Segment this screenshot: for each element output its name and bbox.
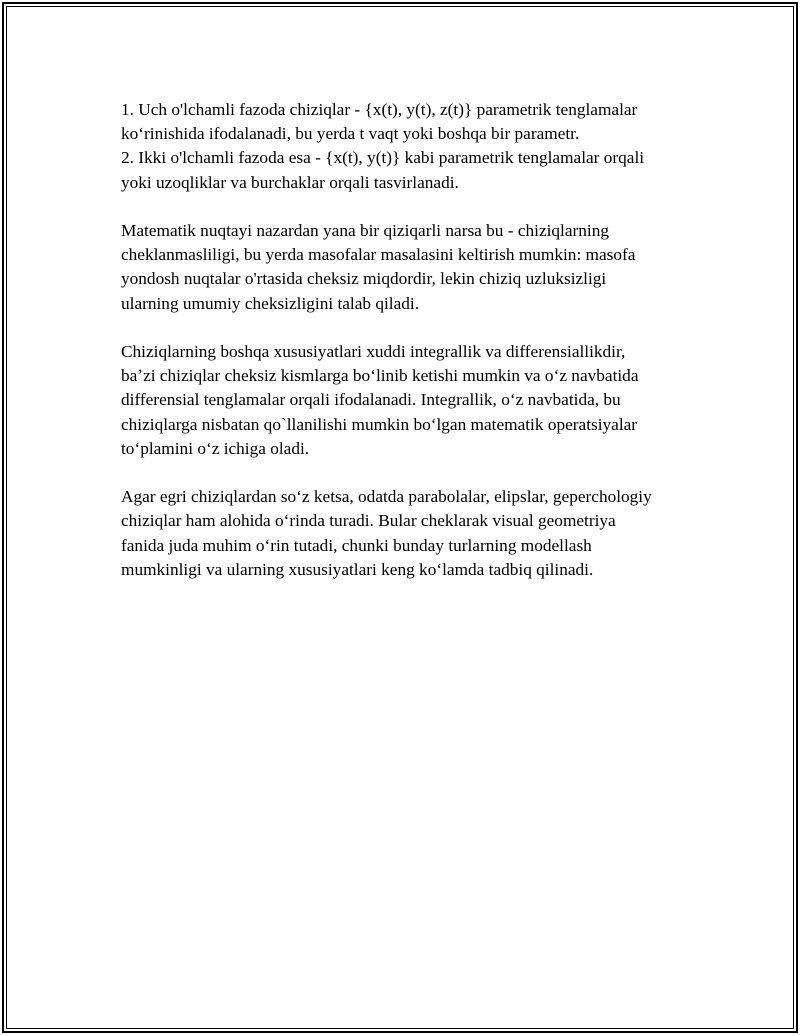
page-border <box>2 2 798 1033</box>
paragraph-integrability <box>121 340 721 461</box>
list-line: yoki uzoqliklar va burchaklar orqali tasvirlanadi. <box>121 172 459 192</box>
paragraph-line-infinity <box>121 219 721 316</box>
list-line: koʻrinishida ifodalanadi, bu yerda t vaqt yoki boshqa bir parametr. <box>121 124 580 144</box>
paragraph-line: cheklanmasliligi, bu yerda masofalar masalasini keltirish mumkin: masofa <box>121 245 636 265</box>
paragraph-line: chiziqlar ham alohida oʻrinda turadi. Bular cheklarak visual geometriya <box>121 511 616 531</box>
list-line: 2. Ikki o'lchamli fazoda esa - {x(t), y(t)} kabi parametrik tenglamalar orqali <box>121 148 645 168</box>
paragraph-line: ularning umumiy cheksizligini talab qiladi. <box>121 293 420 313</box>
paragraph-line: fanida juda muhim oʻrin tutadi, chunki bunday turlarning modellash <box>121 535 592 555</box>
paragraph-line: mumkinligi va ularning xususiyatlari keng koʻlamda tadbiq qilinadi. <box>121 559 594 579</box>
paragraph-line: Agar egri chiziqlardan soʻz ketsa, odatda parabolalar, elipslar, geperchologiy <box>121 487 652 507</box>
paragraph-line: baʼzi chiziqlar cheksiz kismlarga boʻlinib ketishi mumkin va oʻz navbatida <box>121 366 639 386</box>
paragraph-line: Chiziqlarning boshqa xususiyatlari xuddi integrallik va differensiallikdir, <box>121 342 626 361</box>
paragraph-line: differensial tenglamalar orqali ifodalanadi. Integrallik, oʻz navbatida, bu <box>121 390 621 410</box>
list-line: 1. Uch o'lchamli fazoda chiziqlar - {x(t), y(t), z(t)} parametrik tenglamalar <box>121 100 638 119</box>
paragraph-line: toʻplamini oʻz ichiga oladi. <box>121 438 310 458</box>
document-body <box>121 98 721 606</box>
paragraph-line: Matematik nuqtayi nazardan yana bir qiziqarli narsa bu - chiziqlarning <box>121 221 610 240</box>
paragraph-line: yondosh nuqtalar o'rtasida cheksiz miqdordir, lekin chiziq uzluksizligi <box>121 269 607 289</box>
paragraph-curves <box>121 485 721 582</box>
numbered-list-block <box>121 98 721 195</box>
paragraph-line: chiziqlarga nisbatan qo`llanilishi mumkin boʻlgan matematik operatsiyalar <box>121 414 638 434</box>
